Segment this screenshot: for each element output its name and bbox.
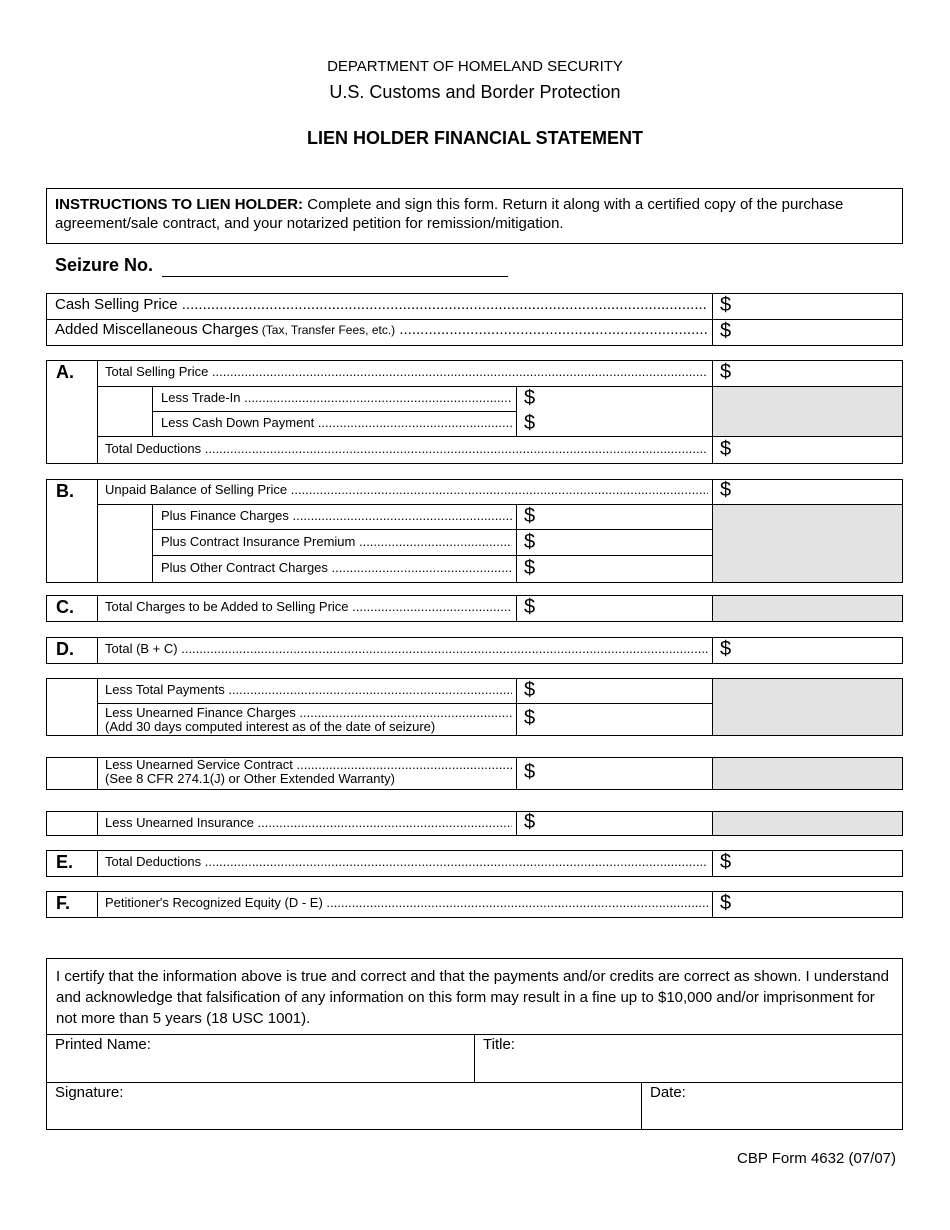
section-b-letter: B. [56,481,74,501]
divider [712,637,713,664]
misc-charges-label: Added Miscellaneous Charges (Tax, Transfer Fees, etc.) ..... [55,321,708,338]
less-unearned-finance-label: Less Unearned Finance Charges ..... [105,705,512,720]
divider [97,811,98,836]
less-unearned-finance-field[interactable]: $ [524,707,536,729]
plus-insurance-label: Plus Contract Insurance Premium ..... [161,534,512,549]
total-deductions-e-label: Total Deductions ..... [105,854,708,869]
total-charges-c-label: Total Charges to be Added to Selling Price ..... [105,599,512,614]
divider [97,386,903,387]
cash-selling-price-label: Cash Selling Price ..... [55,296,708,313]
date-label: Date: [650,1084,686,1101]
agency-name: U.S. Customs and Border Protection [329,82,621,102]
less-total-payments-field[interactable]: $ [524,679,536,701]
less-unearned-finance-note: (Add 30 days computed interest as of the date of seizure) [105,719,436,734]
total-charges-c-field[interactable]: $ [524,596,536,618]
divider [712,595,713,622]
less-trade-in-label: Less Trade-In ..... [161,390,512,405]
divider [516,678,517,736]
section-a-letter: A. [56,362,74,382]
less-cash-down-field[interactable]: $ [524,412,536,434]
divider [474,1034,475,1082]
unpaid-balance-field[interactable]: $ [720,479,732,501]
divider [712,811,713,836]
signature-field[interactable] [47,1102,640,1129]
section-f-letter: F. [56,893,71,913]
instructions-text: Complete and sign this form. Return it along with a certified copy of the purchase agreement/sale contract, and your notarized petition for remission/mitigation. [55,196,844,232]
section-c-letter: C. [56,597,74,617]
less-unearned-service-field[interactable]: $ [524,761,536,783]
less-unearned-service-label: Less Unearned Service Contract ..... [105,757,512,772]
total-d-field[interactable]: $ [720,638,732,660]
title-label: Title: [483,1036,515,1053]
total-deductions-e-field[interactable]: $ [720,851,732,873]
less-unearned-insurance-label: Less Unearned Insurance ..... [105,815,512,830]
divider [712,757,713,790]
less-trade-in-field[interactable]: $ [524,387,536,409]
divider [712,293,713,346]
plus-other-label: Plus Other Contract Charges ..... [161,560,512,575]
total-selling-price-field[interactable]: $ [720,361,732,383]
printed-name-label: Printed Name: [55,1036,151,1053]
divider [712,891,713,918]
divider [152,555,712,556]
less-unearned-insurance-field[interactable]: $ [524,811,536,833]
divider [712,850,713,877]
instructions-label: INSTRUCTIONS TO LIEN HOLDER: [55,196,304,213]
plus-other-field[interactable]: $ [524,557,536,579]
divider [46,319,903,320]
title-field[interactable] [476,1054,902,1081]
seizure-label: Seizure No. [55,255,154,275]
less-total-payments-label: Less Total Payments ..... [105,682,512,697]
divider [516,504,517,583]
equity-f-label: Petitioner's Recognized Equity (D - E) ..... [105,895,708,910]
divider [712,479,713,583]
seizure-number-field[interactable] [162,276,508,277]
less-cash-down-label: Less Cash Down Payment ..... [161,415,512,430]
divider [97,678,98,736]
divider [516,757,517,790]
divider [97,757,98,790]
divider [97,595,98,622]
department-name: DEPARTMENT OF HOMELAND SECURITY [327,58,623,75]
divider [152,411,516,412]
divider [97,479,98,583]
less-unearned-service-note: (See 8 CFR 274.1(J) or Other Extended Warranty) [105,771,395,786]
equity-f-field[interactable]: $ [720,892,732,914]
divider [97,891,98,918]
certification-text: I certify that the information above is true and correct and that the payments and/or credits are correct as shown. I understand and acknowledge that falsification of any information on this form may result in a fine up to $10,000 and/or imprisonment for not more than 5 years (18 USC 1001). [56,968,889,1027]
date-field[interactable] [643,1102,902,1129]
section-e-letter: E. [56,852,74,872]
divider [152,504,153,583]
divider [97,504,903,505]
total-d-label: Total (B + C) ..... [105,641,708,656]
divider [97,436,903,437]
cash-selling-price-field[interactable]: $ [720,294,732,316]
divider [97,360,98,464]
divider [97,850,98,877]
divider [152,529,712,530]
misc-charges-field[interactable]: $ [720,320,732,342]
total-deductions-a-field[interactable]: $ [720,438,732,460]
form-number: CBP Form 4632 (07/07) [737,1150,896,1167]
plus-insurance-field[interactable]: $ [524,531,536,553]
divider [712,360,713,464]
printed-name-field[interactable] [47,1054,473,1081]
section-d-letter: D. [56,639,74,659]
total-deductions-a-label: Total Deductions ..... [105,441,708,456]
unpaid-balance-label: Unpaid Balance of Selling Price ..... [105,482,708,497]
divider [97,703,712,704]
signature-label: Signature: [55,1084,124,1101]
divider [516,811,517,836]
instructions-box [46,188,903,244]
divider [516,386,517,436]
divider [516,595,517,622]
total-selling-price-label: Total Selling Price ..... [105,364,708,379]
plus-finance-field[interactable]: $ [524,505,536,527]
form-title: LIEN HOLDER FINANCIAL STATEMENT [307,128,643,148]
divider [641,1082,642,1130]
divider [712,678,713,736]
divider [97,637,98,664]
plus-finance-label: Plus Finance Charges ..... [161,508,512,523]
divider [46,1082,903,1083]
